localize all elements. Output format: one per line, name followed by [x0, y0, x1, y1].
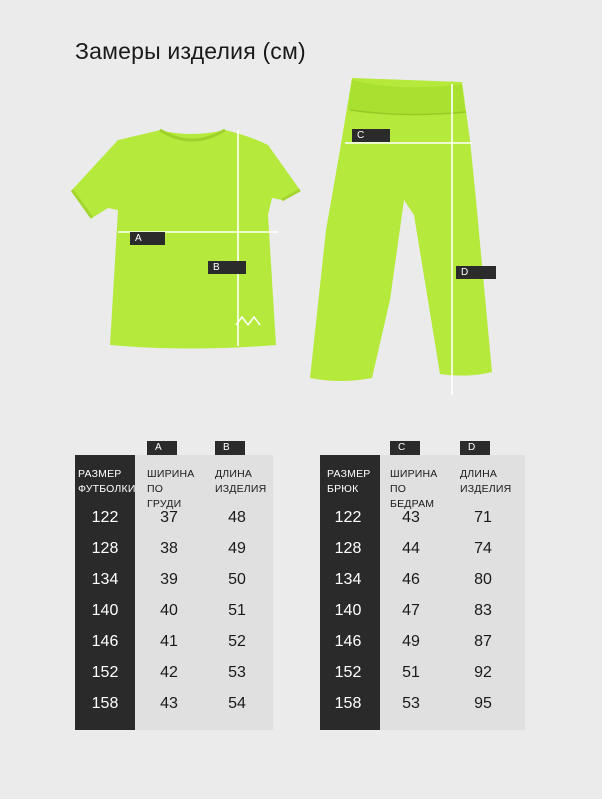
measurement-cell: 87	[474, 633, 492, 650]
size-cell: 152	[91, 664, 119, 681]
measurement-cell: 80	[474, 571, 492, 588]
measurement-cell: 49	[402, 633, 420, 650]
measurement-cell: 54	[228, 695, 246, 712]
measurement-cell: 53	[402, 695, 420, 712]
measurement-cell: 50	[228, 571, 246, 588]
measurement-cell: 51	[228, 602, 246, 619]
measurement-cell: 74	[474, 540, 492, 557]
size-cell: 158	[334, 695, 362, 712]
measurement-cell: 95	[474, 695, 492, 712]
measurement-cell: 47	[402, 602, 420, 619]
column-tag-b: B	[215, 441, 245, 455]
measurement-cell: 44	[402, 540, 420, 557]
measurement-cell: 51	[402, 664, 420, 681]
size-cell: 158	[91, 695, 119, 712]
measurement-cell: 49	[228, 540, 246, 557]
column-tag-c: C	[390, 441, 420, 455]
column-tag-d: D	[460, 441, 490, 455]
measurement-cell: 46	[402, 571, 420, 588]
measurement-cell: 53	[228, 664, 246, 681]
label-a: A	[130, 232, 165, 245]
size-cell: 122	[91, 509, 119, 526]
length-header: ДЛИНА ИЗДЕЛИЯ	[215, 468, 267, 495]
size-cell: 146	[334, 633, 362, 650]
page-title: Замеры изделия (см)	[75, 38, 306, 64]
measurement-cell: 38	[160, 540, 178, 557]
measurement-cell: 41	[160, 633, 178, 650]
size-header: РАЗМЕР ФУТБОЛКИ	[78, 468, 136, 495]
measurement-cell: 48	[228, 509, 246, 526]
size-cell: 128	[91, 540, 119, 557]
measurement-cell: 40	[160, 602, 178, 619]
length-header: ДЛИНА ИЗДЕЛИЯ	[460, 468, 512, 495]
measurement-cell: 43	[402, 509, 420, 526]
size-cell: 128	[334, 540, 362, 557]
measurement-cell: 42	[160, 664, 178, 681]
label-c: C	[352, 129, 390, 142]
measurement-cell: 43	[160, 695, 178, 712]
column-tag-a: A	[147, 441, 177, 455]
size-cell: 134	[91, 571, 119, 588]
label-d: D	[456, 266, 496, 279]
chest-width-header: ШИРИНА ПО ГРУДИ	[147, 468, 195, 510]
pants-image	[310, 78, 492, 381]
size-cell: 122	[334, 509, 362, 526]
size-cell: 140	[334, 602, 362, 619]
measurement-cell: 37	[160, 509, 178, 526]
measurement-cell: 83	[474, 602, 492, 619]
measurement-cell: 39	[160, 571, 178, 588]
label-b: B	[208, 261, 246, 274]
measurement-cell: 52	[228, 633, 246, 650]
tshirt-image	[72, 130, 300, 349]
measurement-cell: 71	[474, 509, 492, 526]
size-header: РАЗМЕР БРЮК	[327, 468, 371, 495]
hip-width-header: ШИРИНА ПО БЕДРАМ	[390, 468, 438, 510]
size-cell: 146	[91, 633, 119, 650]
size-cell: 134	[334, 571, 362, 588]
measurement-cell: 92	[474, 664, 492, 681]
size-cell: 152	[334, 664, 362, 681]
size-cell: 140	[91, 602, 119, 619]
